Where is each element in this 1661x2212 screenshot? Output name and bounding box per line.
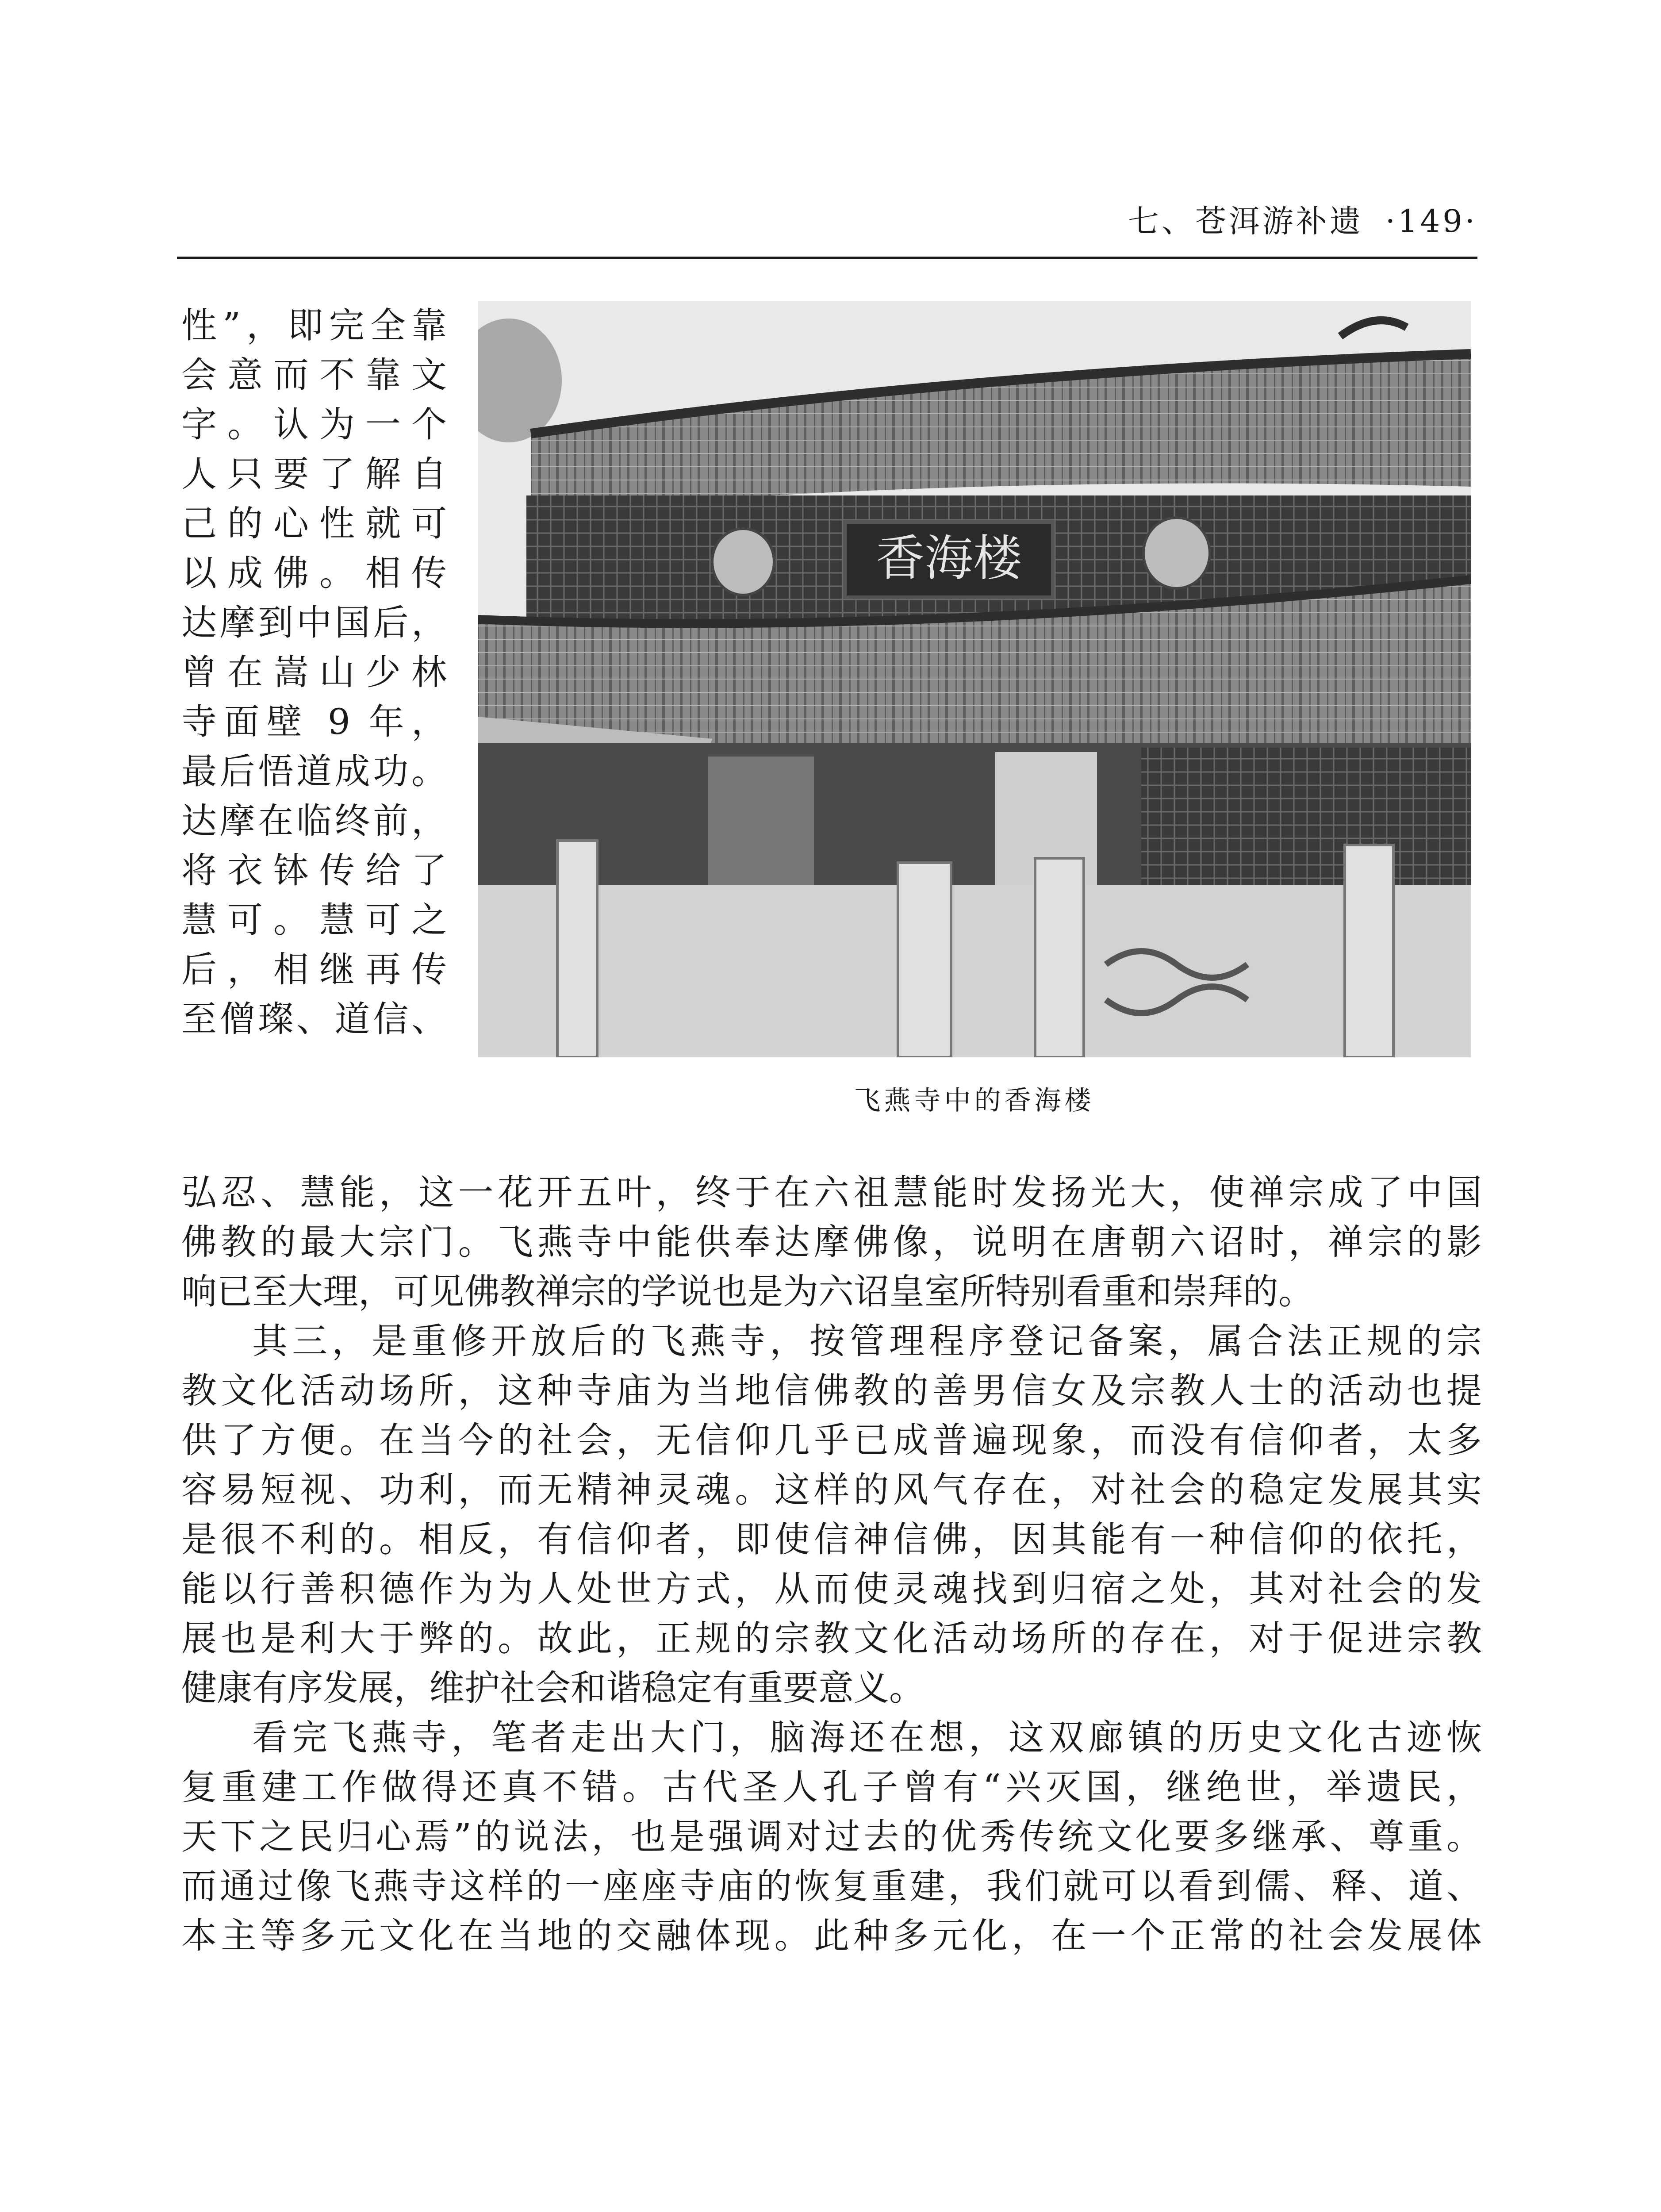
photo-caption: 飞燕寺中的香海楼 (854, 1085, 1095, 1116)
text-line: 将衣钵传给了 (181, 850, 447, 891)
text-line: 后，相继再传 (181, 949, 447, 990)
header-rule (177, 257, 1477, 259)
text-line: 性”，即完全靠 (181, 305, 447, 346)
text-line: 寺面壁 9 年， (181, 701, 447, 742)
body-text (181, 1168, 1482, 1961)
plaque-text: 香海楼 (876, 530, 1022, 587)
text-line: 以成佛。相传 (181, 553, 447, 594)
temple-photo (478, 301, 1471, 1057)
text-line: 供了方便。在当今的社会，无信仰几乎已成普遍现象，而没有信仰者，太多 (181, 1420, 1482, 1461)
text-line: 是很不利的。相反，有信仰者，即使信神信佛，因其能有一种信仰的依托， (181, 1519, 1482, 1560)
text-line: 佛教的最大宗门。飞燕寺中能供奉达摩佛像，说明在唐朝六诏时，禅宗的影 (181, 1221, 1482, 1263)
text-line: 教文化活动场所，这种寺庙为当地信佛教的善男信女及宗教人士的活动也提 (181, 1370, 1482, 1411)
text-line: 曾在嵩山少林 (181, 652, 447, 693)
text-line: 慧可。慧可之 (181, 899, 447, 941)
text-line: 看完飞燕寺，笔者走出大门，脑海还在想，这双廊镇的历史文化古迹恢 (252, 1717, 1482, 1758)
text-line: 会意而不靠文 (181, 354, 447, 396)
text-line: 展也是利大于弊的。故此，正规的宗教文化活动场所的存在，对于促进宗教 (181, 1618, 1482, 1659)
text-line: 复重建工作做得还真不错。古代圣人孔子曾有“兴灭国，继绝世，举遗民， (181, 1767, 1482, 1808)
text-line: 响已至大理，可见佛教禅宗的学说也是为六诏皇室所特别看重和崇拜的。 (181, 1271, 1314, 1312)
running-header (177, 195, 1477, 248)
text-line: 健康有序发展，维护社会和谐稳定有重要意义。 (181, 1667, 924, 1709)
text-line: 其三，是重修开放后的飞燕寺，按管理程序登记备案，属合法正规的宗 (252, 1321, 1482, 1362)
text-line: 达摩在临终前， (181, 800, 447, 841)
side-column (181, 301, 447, 1044)
text-line: 弘忍、慧能，这一花开五叶，终于在六祖慧能时发扬光大，使禅宗成了中国 (181, 1172, 1482, 1213)
text-line: 人只要了解自 (181, 453, 447, 495)
text-line: 本主等多元文化在当地的交融体现。此种多元化，在一个正常的社会发展体 (181, 1915, 1482, 1956)
chapter-title: 七、苍洱游补遗 (1128, 203, 1363, 239)
text-line: 容易短视、功利，而无精神灵魂。这样的风气存在，对社会的稳定发展其实 (181, 1469, 1482, 1510)
text-line: 至僧璨、道信、 (181, 998, 447, 1040)
text-line: 己的心性就可 (181, 503, 447, 544)
text-line: 能以行善积德作为为人处世方式，从而使灵魂找到归宿之处，其对社会的发 (181, 1568, 1482, 1609)
text-line: 天下之民归心焉”的说法，也是强调对过去的优秀传统文化要多继承、尊重。 (181, 1816, 1482, 1857)
page-number: ·149· (1385, 203, 1477, 239)
text-line: 而通过像飞燕寺这样的一座座寺庙的恢复重建，我们就可以看到儒、释、道、 (181, 1866, 1482, 1907)
temple-photo-illustration (478, 301, 1471, 1057)
text-line: 最后悟道成功。 (181, 751, 447, 792)
text-line: 达摩到中国后， (181, 602, 447, 643)
text-line: 字。认为一个 (181, 404, 447, 445)
